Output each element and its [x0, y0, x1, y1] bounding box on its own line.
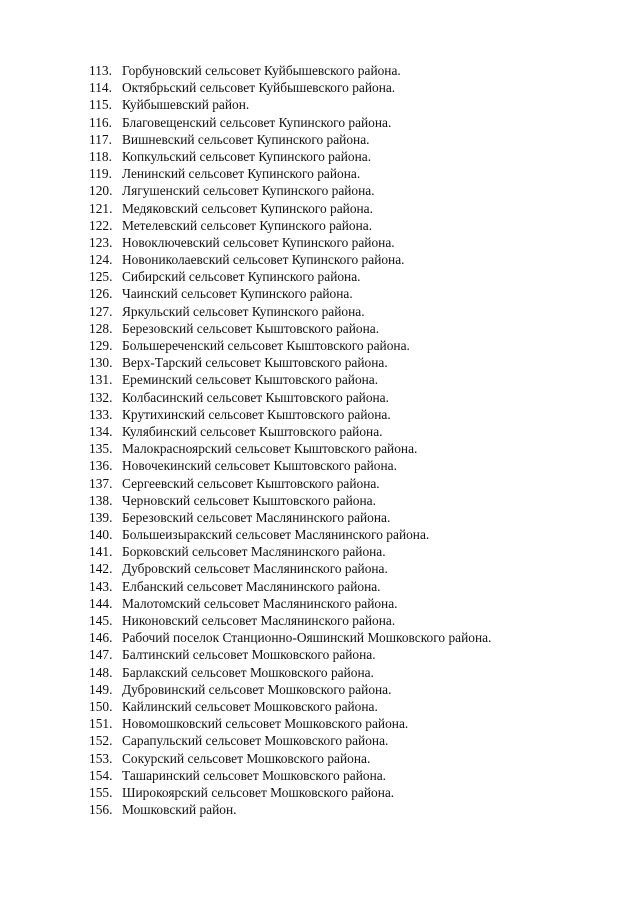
- item-number: 120.: [89, 183, 113, 199]
- item-text: Сергеевский сельсовет Кыштовского района.: [122, 475, 380, 491]
- item-text: Новочекинский сельсовет Кыштовского района.: [122, 458, 397, 474]
- item-number: 144.: [89, 595, 113, 611]
- list-item: [89, 681, 491, 698]
- item-number: 138.: [89, 492, 113, 508]
- list-item: [89, 131, 491, 148]
- item-number: 149.: [89, 681, 113, 697]
- item-text: Колбасинский сельсовет Кыштовского района.: [122, 389, 389, 405]
- item-text: Кайлинский сельсовет Мошковского района.: [122, 698, 378, 714]
- item-number: 150.: [89, 698, 113, 714]
- item-number: 118.: [89, 148, 112, 164]
- item-number: 131.: [89, 372, 113, 388]
- item-text: Крутихинский сельсовет Кыштовского района.: [122, 406, 391, 422]
- list-item: [89, 62, 491, 79]
- item-number: 128.: [89, 320, 113, 336]
- item-number: 151.: [89, 716, 113, 732]
- item-number: 130.: [89, 355, 113, 371]
- item-text: Новомошковский сельсовет Мошковского района.: [122, 716, 409, 732]
- list-item: [89, 234, 491, 251]
- item-text: Копкульский сельсовет Купинского района.: [122, 148, 372, 164]
- item-number: 148.: [89, 664, 113, 680]
- item-number: 125.: [89, 269, 113, 285]
- list-item: [89, 767, 491, 784]
- item-number: 142.: [89, 561, 113, 577]
- item-text: Вишневский сельсовет Купинского района.: [122, 131, 370, 147]
- item-text: Барлакский сельсовет Мошковского района.: [122, 664, 374, 680]
- item-number: 153.: [89, 750, 113, 766]
- list-item: [89, 182, 491, 199]
- item-number: 135.: [89, 441, 113, 457]
- item-number: 141.: [89, 544, 113, 560]
- item-number: 123.: [89, 234, 113, 250]
- list-item: [89, 217, 491, 234]
- item-text: Куйбышевский район.: [122, 97, 250, 113]
- item-number: 121.: [89, 200, 113, 216]
- list-item: [89, 457, 491, 474]
- list-item: [89, 285, 491, 302]
- list-item: [89, 612, 491, 629]
- item-number: 122.: [89, 217, 113, 233]
- list-item: [89, 526, 491, 543]
- item-number: 136.: [89, 458, 113, 474]
- list-item: [89, 560, 491, 577]
- list-item: [89, 543, 491, 560]
- list-item: [89, 79, 491, 96]
- item-text: Ташаринский сельсовет Мошковского района.: [122, 767, 387, 783]
- list-item: [89, 578, 491, 595]
- item-number: 129.: [89, 338, 113, 353]
- item-number: 155.: [89, 784, 113, 800]
- item-number: 126.: [89, 286, 113, 302]
- list-item: [89, 698, 491, 715]
- item-text: Кулябинский сельсовет Кыштовского района.: [122, 423, 383, 439]
- item-number: 143.: [89, 578, 113, 594]
- item-number: 146.: [89, 630, 113, 646]
- list-item: [89, 595, 491, 612]
- item-number: 114.: [89, 80, 112, 96]
- item-text: Сокурский сельсовет Мошковского района.: [122, 750, 371, 766]
- item-text: Ереминский сельсовет Кыштовского района.: [122, 372, 379, 388]
- item-number: 119.: [89, 166, 112, 182]
- list-item: [89, 750, 491, 767]
- item-text: Большеизыракский сельсовет Маслянинского района.: [122, 527, 430, 543]
- item-number: 137.: [89, 475, 113, 491]
- municipality-list: [89, 62, 491, 818]
- item-text: Благовещенский сельсовет Купинского района.: [122, 114, 392, 130]
- item-number: 154.: [89, 767, 113, 783]
- item-number: 140.: [89, 527, 113, 543]
- list-item: [89, 492, 491, 509]
- item-text: Широкоярский сельсовет Мошковского района.: [122, 784, 395, 800]
- item-number: 124.: [89, 252, 113, 268]
- item-text: Новоключевский сельсовет Купинского района.: [122, 234, 395, 250]
- list-item: [89, 664, 491, 681]
- item-number: 127.: [89, 303, 113, 319]
- list-item: [89, 251, 491, 268]
- item-text: Елбанский сельсовет Маслянинского района.: [122, 578, 381, 594]
- list-item: [89, 96, 491, 113]
- list-item: [89, 406, 491, 423]
- list-item: [89, 268, 491, 285]
- item-number: 133.: [89, 406, 113, 422]
- item-text: Чаинский сельсовет Купинского района.: [122, 286, 353, 302]
- item-number: 152.: [89, 733, 113, 749]
- item-text: Октябрьский сельсовет Куйбышевского района.: [122, 80, 396, 96]
- item-text: Дубровинский сельсовет Мошковского района.: [122, 681, 392, 697]
- list-item: [89, 389, 491, 406]
- item-text: Малокрасноярский сельсовет Кыштовского района.: [122, 441, 418, 457]
- list-item: [89, 200, 491, 217]
- list-item: [89, 801, 491, 818]
- item-text: Горбуновский сельсовет Куйбышевского района.: [122, 63, 401, 78]
- item-number: 113.: [89, 63, 112, 78]
- item-text: Сарапульский сельсовет Мошковского района.: [122, 733, 389, 749]
- list-item: [89, 337, 491, 354]
- list-item: [89, 165, 491, 182]
- item-text: Лягушенский сельсовет Купинского района.: [122, 183, 375, 199]
- list-item: [89, 629, 491, 646]
- list-item: [89, 646, 491, 663]
- item-text: Мошковский район.: [122, 802, 237, 818]
- item-number: 117.: [89, 131, 112, 147]
- list-item: [89, 715, 491, 732]
- list-item: [89, 509, 491, 526]
- item-text: Березовский сельсовет Маслянинского района.: [122, 509, 391, 525]
- item-text: Малотомский сельсовет Маслянинского района.: [122, 595, 398, 611]
- item-text: Верх-Тарский сельсовет Кыштовского района.: [122, 355, 388, 371]
- item-number: 139.: [89, 509, 113, 525]
- list-item: [89, 354, 491, 371]
- list-item: [89, 148, 491, 165]
- item-text: Дубровский сельсовет Маслянинского района.: [122, 561, 388, 577]
- item-text: Никоновский сельсовет Маслянинского района.: [122, 613, 396, 628]
- list-item: [89, 440, 491, 457]
- item-number: 156.: [89, 802, 113, 818]
- item-text: Новониколаевский сельсовет Купинского района.: [122, 252, 405, 268]
- item-text: Березовский сельсовет Кыштовского района.: [122, 320, 380, 336]
- list-item: [89, 423, 491, 440]
- list-item: [89, 320, 491, 337]
- item-text: Медяковский сельсовет Купинского района.: [122, 200, 373, 216]
- item-text: Борковский сельсовет Маслянинского района.: [122, 544, 386, 560]
- item-number: 134.: [89, 423, 113, 439]
- item-text: Большереченский сельсовет Кыштовского района.: [122, 338, 410, 353]
- list-item: [89, 475, 491, 492]
- item-number: 116.: [89, 114, 112, 130]
- item-text: Черновский сельсовет Кыштовского района.: [122, 492, 376, 508]
- item-text: Сибирский сельсовет Купинского района.: [122, 269, 361, 285]
- item-number: 115.: [89, 97, 112, 113]
- item-text: Балтинский сельсовет Мошковского района.: [122, 647, 376, 663]
- list-item: [89, 784, 491, 801]
- item-text: Метелевский сельсовет Купинского района.: [122, 217, 373, 233]
- item-text: Ленинский сельсовет Купинского района.: [122, 166, 361, 182]
- list-item: [89, 114, 491, 131]
- list-item: [89, 371, 491, 388]
- list-item: [89, 303, 491, 320]
- list-item: [89, 732, 491, 749]
- item-number: 145.: [89, 613, 113, 628]
- item-number: 147.: [89, 647, 113, 663]
- item-text: Рабочий поселок Станционно-Ояшинский Мошковского района.: [122, 630, 492, 646]
- item-number: 132.: [89, 389, 113, 405]
- item-text: Яркульский сельсовет Купинского района.: [122, 303, 365, 319]
